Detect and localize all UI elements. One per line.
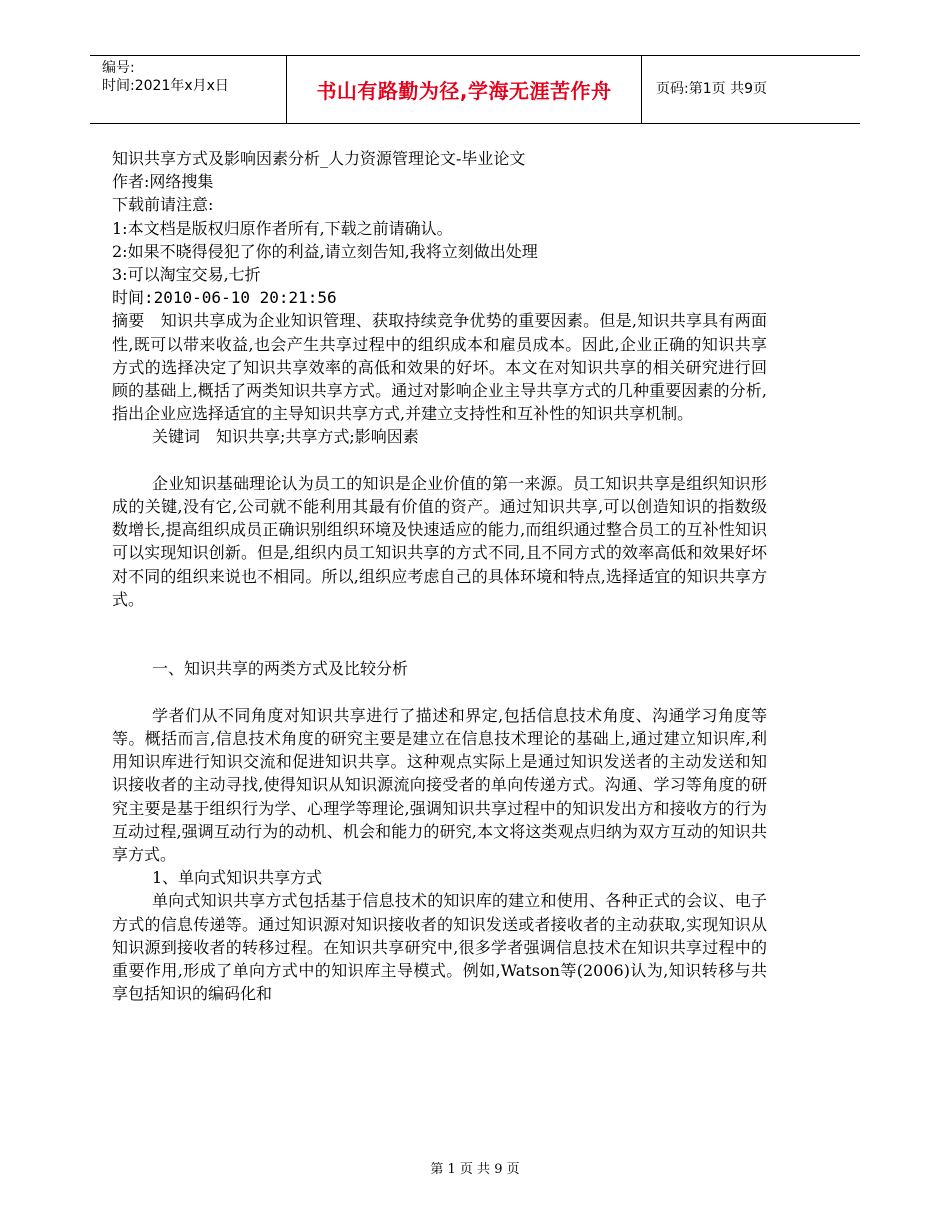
subsection-paragraph: 单向式知识共享方式包括基于信息技术的知识库的建立和使用、各种正式的会议、电子方式的信息传递等。通过知识源对知识接收者的知识发送或者接收者的主动获取,实现知识从知识源到接收者的转移过程。在知识共享研究中,很多学者强调信息技术在知识共享过程中的重要作用,形成了单向方式中的知识库主导模式。例如,Watson等(2006)认为,知识转移与共享包括知识的编码化和	[112, 891, 767, 1004]
document-title: 知识共享方式及影响因素分析_人力资源管理论文-毕业论文	[112, 149, 526, 168]
notice-item-3: 3:可以淘宝交易,七折	[112, 264, 261, 284]
header-number-label: 编号:	[102, 60, 135, 76]
page-footer: 第 1 页 共 9 页	[430, 1162, 520, 1177]
section-paragraph: 学者们从不同角度对知识共享进行了描述和界定,包括信息技术角度、沟通学习角度等等。概括而言,信息技术角度的研究主要是建立在信息技术理论的基础上,通过建立知识库,利用知识库进行知识交流和促进知识共享。这种观点实际上是通过知识发送者的主动发送和知识接收者的主动寻找,使得知识从知识源流向接受者的单向传递方式。沟通、学习等角度的研究主要是基于组织行为学、心理学等理论,强调知识共享过程中的知识发出方和接收方的行为互动过程,强调互动行为的动机、机会和能力的研究,本文将这类观点归纳为双方互动的知识共享方式。	[112, 705, 767, 864]
section-heading: 一、知识共享的两类方式及比较分析	[152, 659, 409, 679]
notice-item-1: 1:本文档是版权归原作者所有,下载之前请确认。	[112, 218, 453, 238]
document-author: 作者:网络搜集	[112, 172, 214, 192]
intro-paragraph: 企业知识基础理论认为员工的知识是企业价值的第一来源。员工知识共享是组织知识形成的关键,没有它,公司就不能利用其最有价值的资产。通过知识共享,可以创造知识的指数级数增长,提高组织成员正确识别组织环境及快速适应的能力,而组织通过整合员工的互补性知识可以实现知识创新。但是,组织内员工知识共享的方式不同,且不同方式的效率高低和效果好坏对不同的组织来说也不相同。所以,组织应考虑自己的具体环境和特点,选择适宜的知识共享方式。	[112, 473, 767, 609]
header-motto: 书山有路勤为径,学海无涯苦作舟	[286, 56, 642, 123]
abstract-paragraph: 摘要 知识共享成为企业知识管理、获取持续竞争优势的重要因素。但是,知识共享具有两面性,既可以带来收益,也会产生共享过程中的组织成本和雇员成本。因此,企业正确的知识共享方式的选择决定了知识共享效率的高低和效果的好坏。本文在对知识共享的相关研究进行回顾的基础上,概括了两类知识共享方式。通过对影响企业主导共享方式的几种重要因素的分析,指出企业应选择适宜的主导知识共享方式,并建立支持性和互补性的知识共享机制。	[112, 311, 767, 424]
header-page-info: 页码:第1页 共9页	[656, 81, 767, 97]
header-meta	[90, 56, 286, 123]
document-body	[112, 147, 767, 1005]
keywords-line: 关键词 知识共享;共享方式;影响因素	[152, 427, 419, 447]
header-time-label: 时间:2021年x月x日	[102, 78, 229, 94]
download-notice: 下载前请注意:	[112, 195, 214, 215]
spacer	[112, 611, 767, 657]
spacer	[112, 681, 767, 704]
spacer	[112, 449, 767, 472]
subsection-heading: 1、单向式知识共享方式	[152, 868, 323, 888]
page-header	[90, 55, 860, 124]
document-time: 时间:2010-06-10 20:21:56	[112, 288, 337, 308]
notice-item-2: 2:如果不晓得侵犯了你的利益,请立刻告知,我将立刻做出处理	[112, 241, 538, 261]
